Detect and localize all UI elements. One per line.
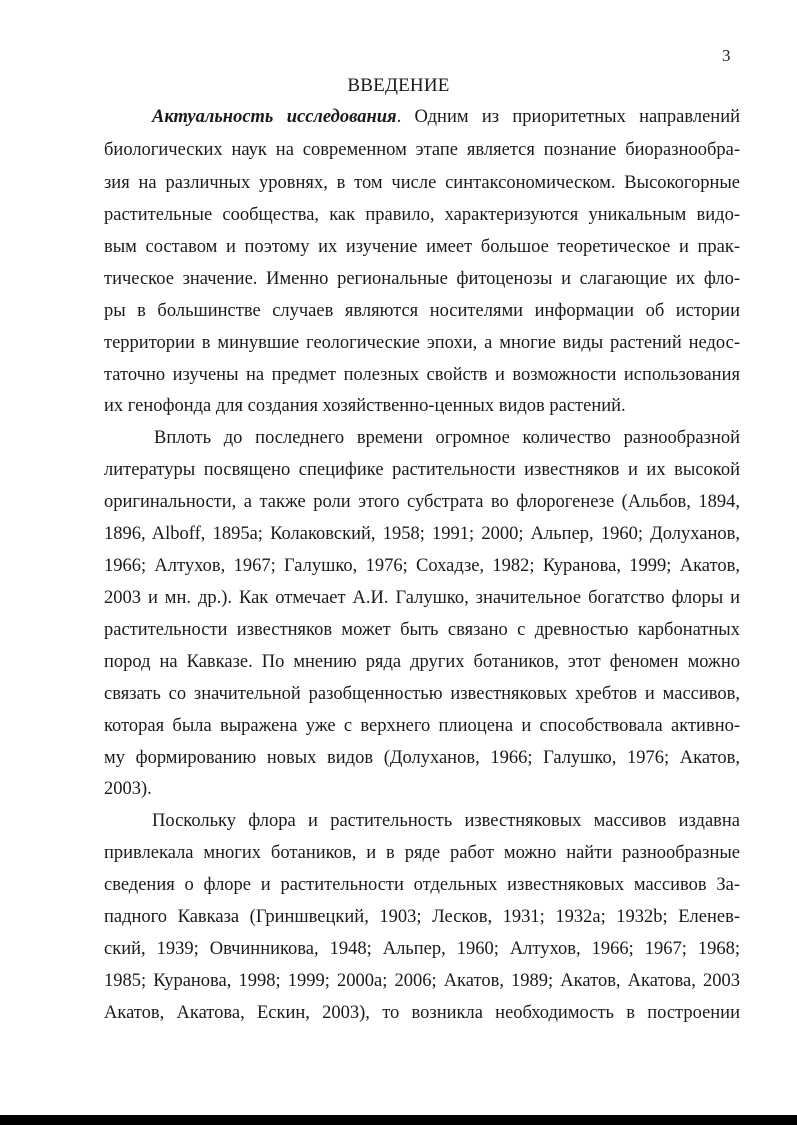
paragraph-1-line: их генофонда для создания хозяйственно-ценных видов растений. xyxy=(104,396,626,416)
paragraph-2-line: связать со значительной разобщенностью известняковых хребтов и массивов, xyxy=(104,684,740,704)
paragraph-3-line: 1985; Куранова, 1998; 1999; 2000а; 2006; Акатов, 1989; Акатов, Акатова, 2003 xyxy=(104,971,740,991)
paragraph-1-line: биологических наук на современном этапе является познание биоразнообра- xyxy=(104,140,740,160)
paragraph-3-line: Акатов, Акатова, Ескин, 2003), то возникла необходимость в построении xyxy=(104,1003,740,1023)
paragraph-1-line: таточно изучены на предмет полезных свойств и возможности использования xyxy=(104,365,740,385)
paragraph-3-line: падного Кавказа (Гриншвецкий, 1903; Лесков, 1931; 1932а; 1932b; Еленев- xyxy=(104,907,740,927)
page-number: 3 xyxy=(722,46,731,65)
paragraph-2-line: оригинальности, а также роли этого субстрата во флорогенезе (Альбов, 1894, xyxy=(104,492,740,512)
paragraph-2-line: которая была выражена уже с верхнего плиоцена и способствовала активно- xyxy=(104,716,740,736)
paragraph-1-line: ры в большинстве случаев являются носителями информации об истории xyxy=(104,301,740,321)
paragraph-1-line: тическое значение. Именно региональные фитоценозы и слагающие их фло- xyxy=(104,269,740,289)
scan-bottom-border xyxy=(0,1115,797,1125)
paragraph-3-line: привлекала многих ботаников, и в ряде работ можно найти разнообразные xyxy=(104,843,740,863)
paragraph-1-line: вым составом и поэтому их изучение имеет большое теоретическое и прак- xyxy=(104,237,740,257)
paragraph-2-line: 2003). xyxy=(104,779,152,799)
paragraph-2-line: му формированию новых видов (Долуханов, 1966; Галушко, 1976; Акатов, xyxy=(104,748,740,768)
paragraph-1-first-line xyxy=(152,105,740,129)
paragraph-2-line: литературы посвящено специфике растительности известняков и их высокой xyxy=(104,460,740,480)
paragraph-1-lead: Актуальность исследования xyxy=(152,107,397,127)
paragraph-2-line: растительности известняков может быть связано с древностью карбонатных xyxy=(104,620,740,640)
paragraph-2-line: 2003 и мн. др.). Как отмечает А.И. Галушко, значительное богатство флоры и xyxy=(104,588,740,608)
paragraph-1-line: территории в минувшие геологические эпохи, а многие виды растений недос- xyxy=(104,333,740,353)
paragraph-3-line: ский, 1939; Овчинникова, 1948; Альпер, 1960; Алтухов, 1966; 1967; 1968; xyxy=(104,939,740,959)
paragraph-2-line: пород на Кавказе. По мнению ряда других ботаников, этот феномен можно xyxy=(104,652,740,672)
paragraph-2-line: 1966; Алтухов, 1967; Галушко, 1976; Сохадзе, 1982; Куранова, 1999; Акатов, xyxy=(104,556,740,576)
paragraph-1-lead-rest: . Одним из приоритетных направлений xyxy=(396,107,740,127)
paragraph-1-line: растительные сообщества, как правило, характеризуются уникальным видо- xyxy=(104,205,740,225)
paragraph-3-line: Поскольку флора и растительность известняковых массивов издавна xyxy=(152,811,740,831)
paragraph-1-line: зия на различных уровнях, в том числе синтаксономическом. Высокогорные xyxy=(104,173,740,193)
paragraph-3-line: сведения о флоре и растительности отдельных известняковых массивов За- xyxy=(104,875,740,895)
paragraph-2-line: Вплоть до последнего времени огромное количество разнообразной xyxy=(154,428,740,448)
paragraph-2-line: 1896, Alboff, 1895а; Колаковский, 1958; 1991; 2000; Альпер, 1960; Долуханов, xyxy=(104,524,740,544)
page-title: ВВЕДЕНИЕ xyxy=(347,75,450,96)
